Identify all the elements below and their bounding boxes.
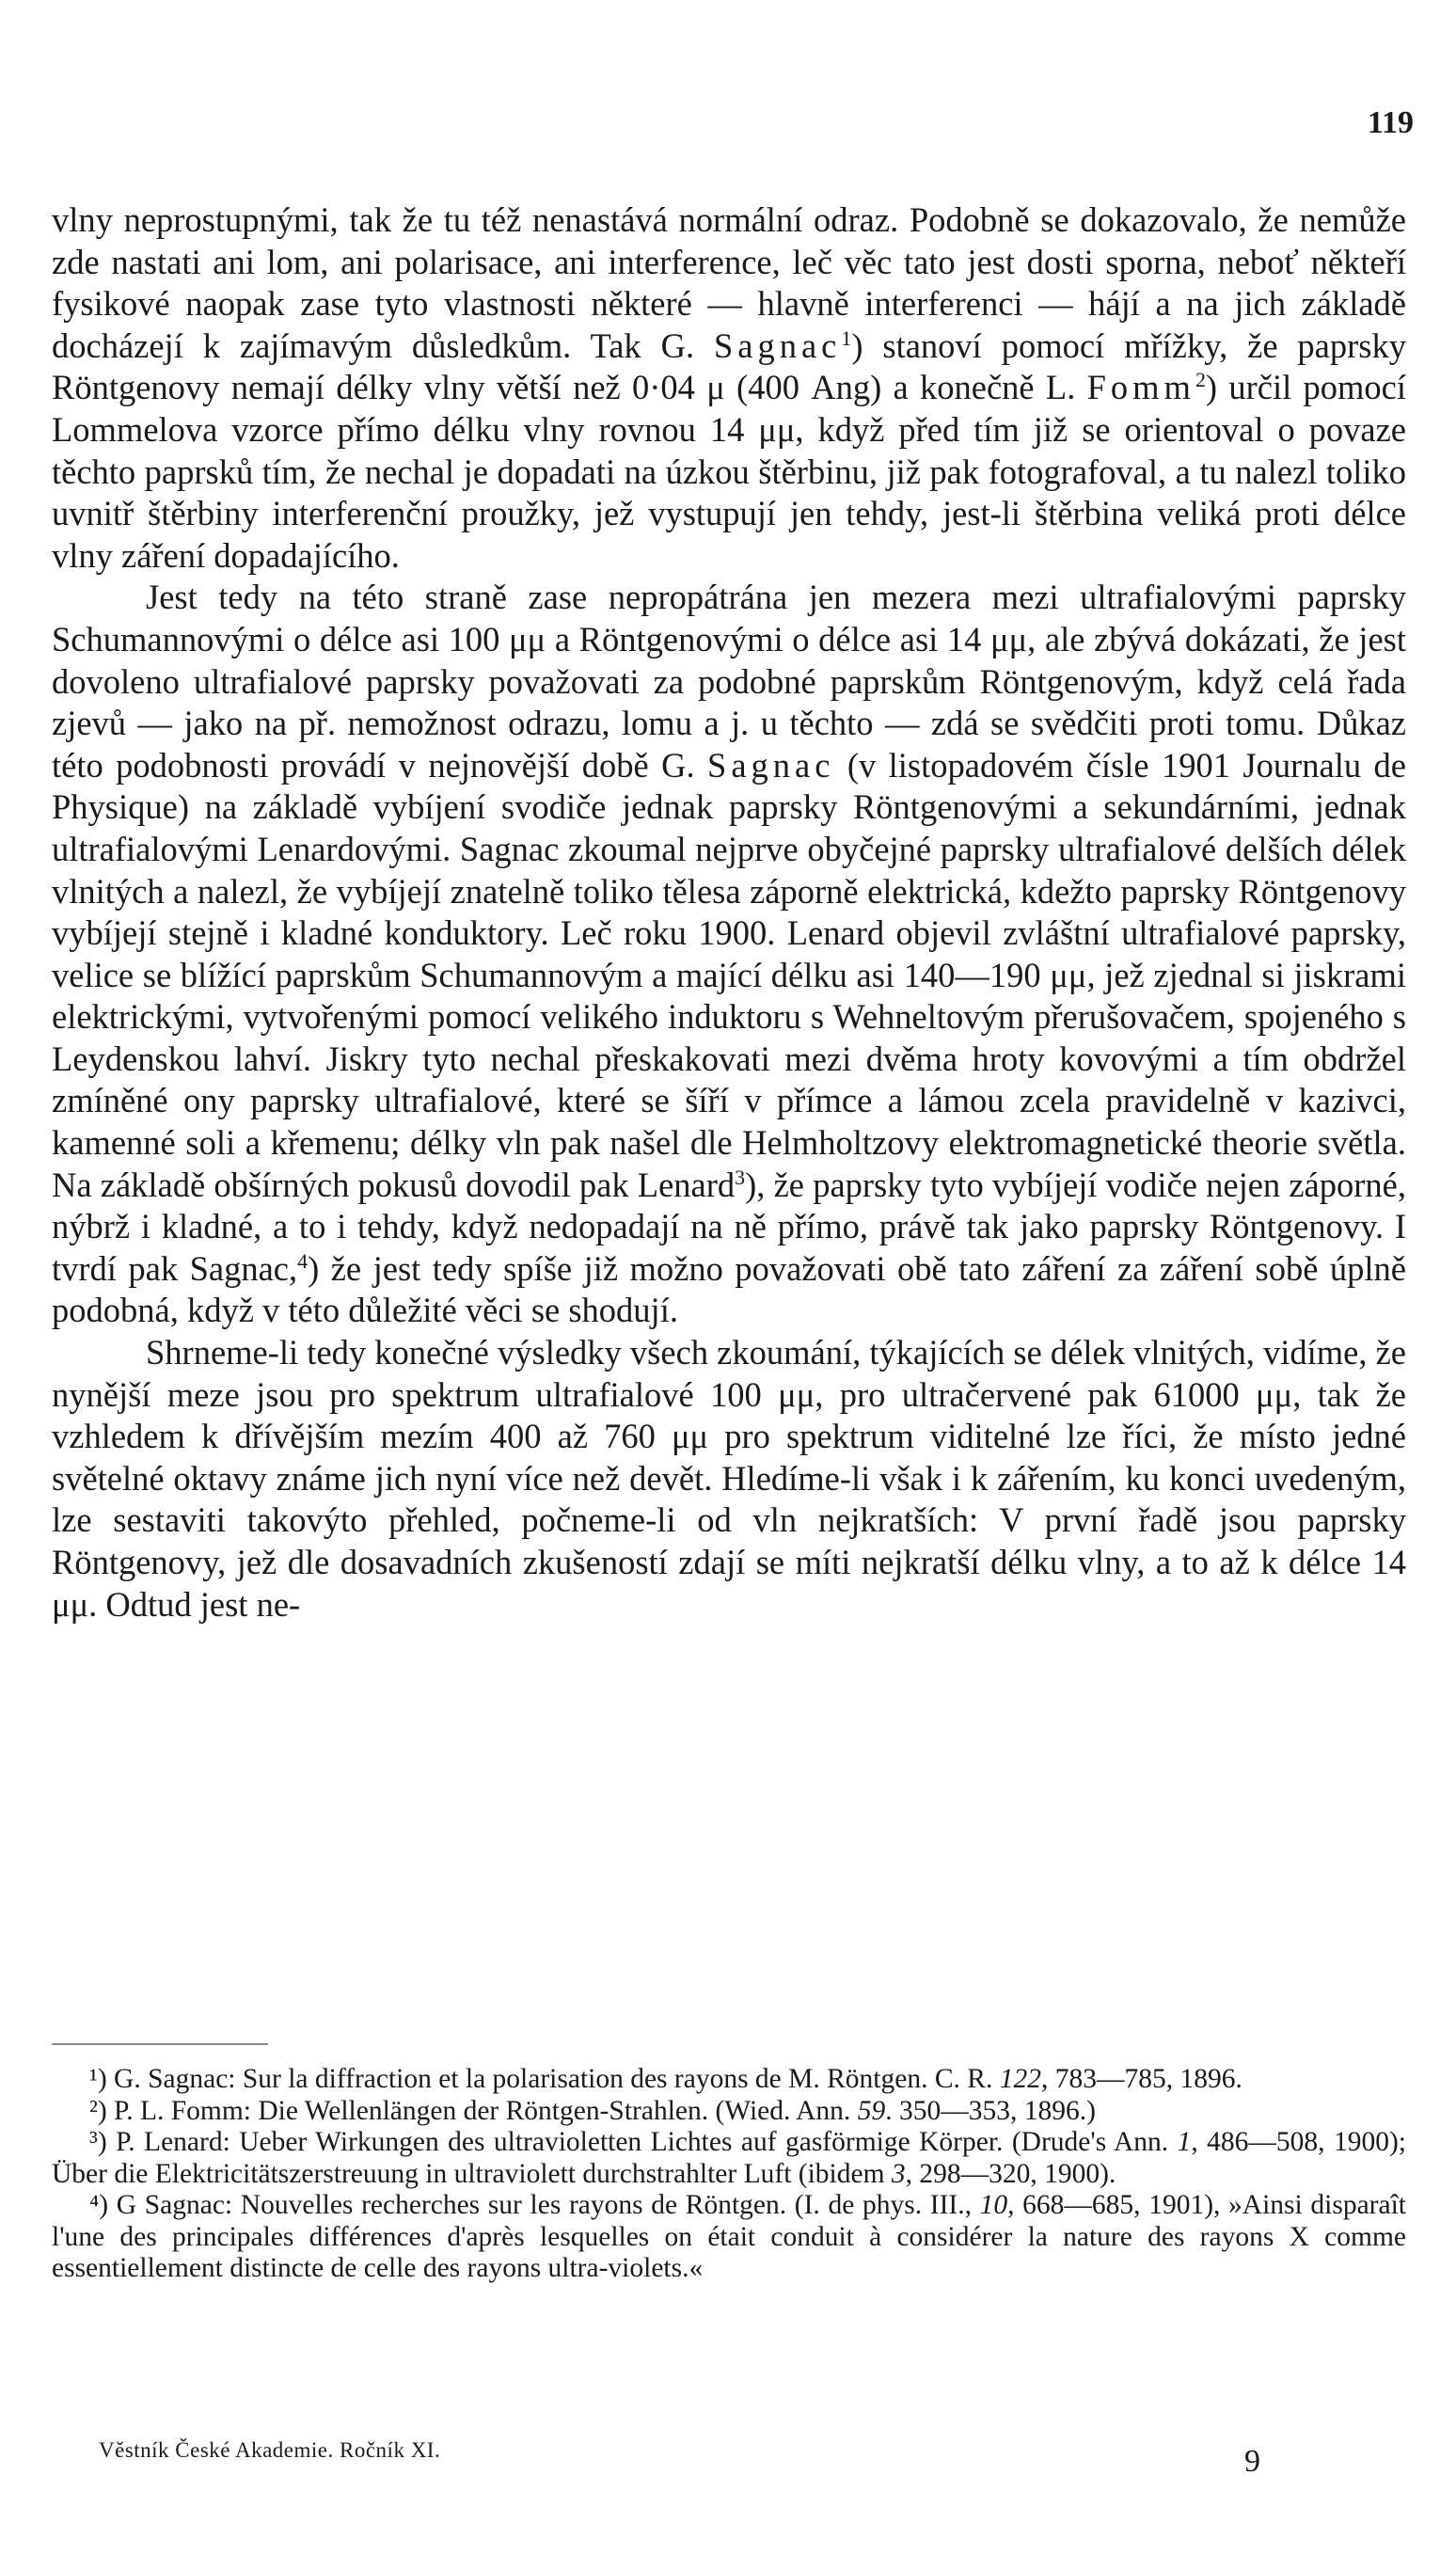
- footnote-text: , 783—785, 1896.: [1040, 2064, 1242, 2094]
- footnote: [52, 2064, 1406, 2096]
- footnote-text: , 668—685, 1901), »Ainsi disparaît l'une des principales différences d'après lesquelles on était conduit à considérer la nature des rayons X comme essentiellement distincte de celle des rayons ultra-violets.«: [52, 2190, 1406, 2283]
- footnote-mark: ²: [89, 2095, 98, 2126]
- page-number: 119: [1367, 105, 1414, 140]
- text-run: vlny neprostupnými, tak že tu též nenastává normální odraz. Podobně se dokazovalo, že nemůže zde nastati ani lom, ani polarisace, ani interference, leč věc tato jest dosti sporna, neboť někteří fysikové naopak zase tyto vlastnosti některé — hlavně interferenci — hájí a na jich základě docházejí k zajímavým důsledkům. Tak G.: [52, 200, 1406, 365]
- footnote-ref[interactable]: 1: [841, 325, 852, 350]
- footnote-ref[interactable]: 2: [1195, 368, 1206, 392]
- author-name: Sagnac: [707, 745, 835, 785]
- footnote-text: ) G. Sagnac: Sur la diffraction et la polarisation des rayons de M. Röntgen. C. R.: [97, 2064, 1000, 2094]
- volume-number: 10: [979, 2190, 1008, 2220]
- footnote: [52, 2096, 1406, 2128]
- footnote-text: ) G Sagnac: Nouvelles recherches sur les rayons de Röntgen. (I. de phys. III.,: [99, 2190, 980, 2220]
- text-run: Jest tedy na této straně zase nepropátrána jen mezera mezi ultrafialovými paprsky Schumannovými o délce asi 100 μμ a Röntgenovými o délce asi 14 μμ, ale zbývá dokázati, že jest dovoleno ultrafialové paprsky považovati za podobné paprskům Röntgenovým, když celá řada zjevů — jako na př. nemožnost odrazu, lomu a j. u těchto — zdá se svědčiti proti tomu. Důkaz této podobnosti provádí v nejnovější době G.: [52, 578, 1406, 785]
- footnote: [52, 2190, 1406, 2285]
- paragraph: [52, 577, 1406, 1332]
- paragraph: [52, 199, 1406, 577]
- footnote-mark: ³: [89, 2127, 98, 2157]
- footnote-mark: ⁴: [89, 2190, 100, 2220]
- sheet-number: 9: [1244, 2444, 1260, 2479]
- main-text: [52, 199, 1406, 1626]
- text-run: ) že jest tedy spíše již možno považovati obě tato záření za záření sobě úplně podobná, když v této důležité věci se shodují.: [52, 1248, 1406, 1330]
- footnote-ref[interactable]: 4: [297, 1248, 309, 1273]
- volume-number: 1: [1177, 2127, 1192, 2157]
- footnotes: [52, 2064, 1406, 2285]
- footnote-text: ) P. Lenard: Ueber Wirkungen des ultravioletten Lichtes auf gasförmige Körper. (Drude's Ann.: [97, 2127, 1178, 2157]
- footnote-ref[interactable]: 3: [735, 1165, 746, 1189]
- paragraph: [52, 1332, 1406, 1626]
- footnote-text: . 350—353, 1896.): [885, 2095, 1096, 2126]
- text-run: Shrneme-li tedy konečné výsledky všech zkoumání, týkajících se délek vlnitých, vidíme, že nynější meze jsou pro spektrum ultrafialové 100 μμ, pro ultračervené pak 61000 μμ, tak že vzhledem k dřívějším mezím 400 až 760 μμ pro spektrum viditelné lze říci, že místo jedné světelné oktavy známe jich nyní více než devět. Hledíme-li však i k zářením, ku konci uvedeným, lze sestaviti takovýto přehled, počneme-li od vln nejkratších: V první řadě jsou paprsky Röntgenovy, jež dle dosavadních zkušeností zdají se míti nejkratší délku vlny, a to až k délce 14 μμ. Odtud jest ne-: [52, 1333, 1406, 1624]
- footnote-text: , 486—508, 1900); Über die Elektricitätszerstreuung in ultraviolett durchstrahlter Luft (ibidem: [52, 2127, 1406, 2189]
- text-run: ) stanoví pomocí mřížky, že paprsky Röntgenovy nemají délky vlny větší než 0·04 μ (400 Ang) a konečně L.: [52, 325, 1406, 407]
- volume-number: 59: [857, 2095, 886, 2126]
- text-run: ), že paprsky tyto vybíjejí vodiče nejen záporné, nýbrž i kladné, a to i tehdy, když nedopadají na ně přímo, právě tak jako paprsky Röntgenovy. I tvrdí pak Sagnac,: [52, 1165, 1406, 1288]
- journal-footer: Věstník České Akademie. Ročník XI.: [99, 2438, 441, 2462]
- volume-number: 3: [891, 2158, 906, 2189]
- footnote-divider: [52, 2043, 268, 2045]
- footnote-mark: ¹: [89, 2064, 98, 2094]
- text-run: ) určil pomocí Lommelova vzorce přímo délku vlny rovnou 14 μμ, když před tím již se orientoval o povaze těchto paprsků tím, že nechal je dopadati na úzkou štěrbinu, již pak fotografoval, a tu nalezl toliko uvnitř štěrbiny interferenční proužky, jež vystupují jen tehdy, jest-li štěrbina veliká proti délce vlny záření dopadajícího.: [52, 368, 1406, 575]
- footnote-text: , 298—320, 1900).: [905, 2158, 1116, 2189]
- author-name: Sagnac: [713, 325, 842, 365]
- footnote: [52, 2127, 1406, 2190]
- footnote-text: ) P. L. Fomm: Die Wellenlängen der Röntgen-Strahlen. (Wied. Ann.: [97, 2095, 858, 2126]
- volume-number: 122: [999, 2064, 1041, 2094]
- author-name: Fomm: [1086, 368, 1195, 407]
- text-run: (v listopadovém čísle 1901 Journalu de Physique) na základě vybíjení svodiče jednak paprsky Röntgenovými a sekundárními, jednak ultrafialovými Lenardovými. Sagnac zkoumal nejprve obyčejné paprsky ultrafialové delších délek vlnitých a nalezl, že vybíjejí znatelně toliko tělesa záporně elektrická, kdežto paprsky Röntgenovy vybíjejí stejně i kladné konduktory. Leč roku 1900. Lenard objevil zvláštní ultrafialové paprsky, velice se blížící paprskům Schumannovým a mající délku asi 140—190 μμ, jež zjednal si jiskrami elektrickými, vytvořenými pomocí velikého induktoru s Wehneltovým přerušovačem, spojeného s Leydenskou lahví. Jiskry tyto nechal přeskakovati mezi dvěma hroty kovovými a tím obdržel zmíněné ony paprsky ultrafialové, které se šíří v přímce a lámou zcela pravidelně v kazivci, kamenné soli a křemenu; délky vln pak našel dle Helmholtzovy elektromagnetické theorie světla. Na základě obšírných pokusů dovodil pak Lenard: [52, 745, 1406, 1204]
